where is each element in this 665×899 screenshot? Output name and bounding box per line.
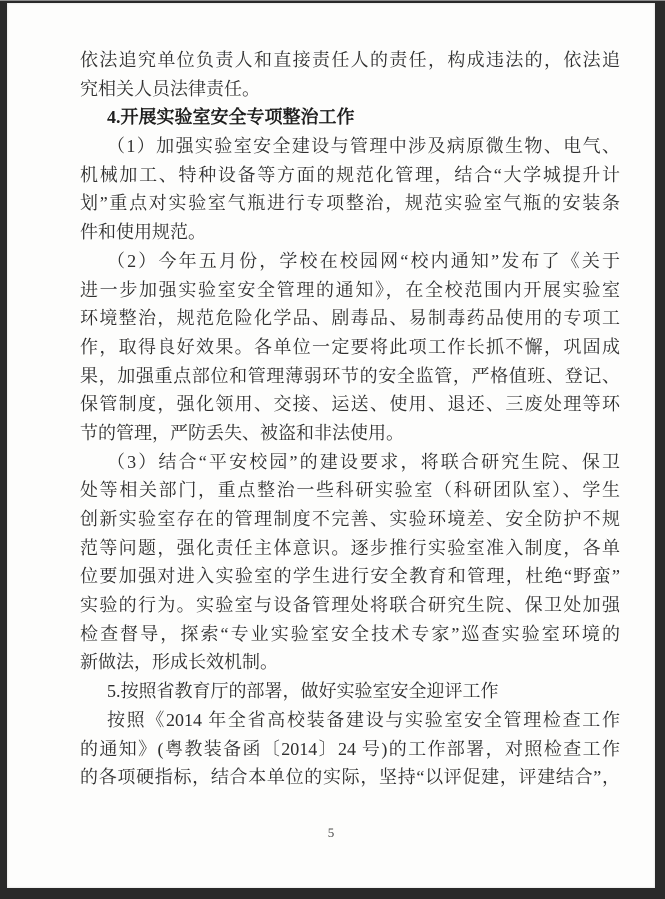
page-text	[80, 46, 620, 792]
text-line: 环境整治，规范危险化学品、剧毒品、易制毒药品使用的专项工	[80, 308, 620, 329]
text-line: 范等问题，强化责任主体意识。逐步推行实验室准入制度，各单	[80, 537, 620, 558]
text-line: 按照《2014 年全省高校装备建设与实验室安全管理检查工作	[107, 709, 620, 730]
text-line: 实验的行为。实验室与设备管理处将联合研究生院、保卫处加强	[80, 595, 620, 616]
text-line: （3）结合“平安校园”的建设要求，将联合研究生院、保卫	[107, 451, 620, 472]
document-page	[7, 3, 655, 888]
text-line: （1）加强实验室安全建设与管理中涉及病原微生物、电气、	[107, 136, 620, 157]
section-heading-line: 4.开展实验室安全专项整治工作	[107, 107, 355, 128]
text-line: 机械加工、特种设备等方面的规范化管理，结合“大学城提升计	[80, 164, 620, 185]
text-line: 件和使用规范。	[80, 222, 206, 243]
text-line: 的通知》(粤教装备函〔2014〕24 号)的工作部署，对照检查工作	[80, 738, 620, 759]
text-line: 检查督导，探索“专业实验室安全技术专家”巡查实验室环境的	[80, 623, 620, 644]
text-line: 进一步加强实验室安全管理的通知》，在全校范围内开展实验室	[80, 279, 620, 300]
text-line: 保管制度，强化领用、交接、运送、使用、退还、三废处理等环	[80, 394, 620, 415]
scan-frame-highlight	[0, 0, 665, 1]
text-line: 作，取得良好效果。各单位一定要将此项工作长抓不懈，巩固成	[80, 336, 620, 357]
text-line: 创新实验室存在的管理制度不完善、实验环境差、安全防护不规	[80, 509, 620, 529]
text-line: 究相关人员法律责任。	[80, 78, 260, 99]
text-line: 划”重点对实验室气瓶进行专项整治，规范实验室气瓶的安装条	[80, 193, 620, 214]
text-line: 处等相关部门，重点整治一些科研实验室（科研团队室）、学生	[80, 480, 620, 501]
section-heading-line: 5.按照省教育厅的部署，做好实验室安全迎评工作	[107, 681, 499, 702]
text-line: 的各项硬指标，结合本单位的实际，坚持“以评促建，评建结合”，	[80, 767, 620, 788]
text-line: 节的管理，严防丢失、被盗和非法使用。	[80, 422, 404, 443]
text-line: 依法追究单位负责人和直接责任人的责任，构成违法的，依法追	[80, 50, 620, 70]
text-line: 位要加强对进入实验室的学生进行安全教育和管理，杜绝“野蛮”	[80, 566, 620, 587]
text-line: 果，加强重点部位和管理薄弱环节的安全监管，严格值班、登记、	[80, 365, 620, 386]
text-line: 新做法，形成长效机制。	[80, 652, 278, 673]
page-number: 5	[327, 825, 335, 840]
text-line: （2）今年五月份，学校在校园网“校内通知”发布了《关于	[107, 250, 620, 271]
